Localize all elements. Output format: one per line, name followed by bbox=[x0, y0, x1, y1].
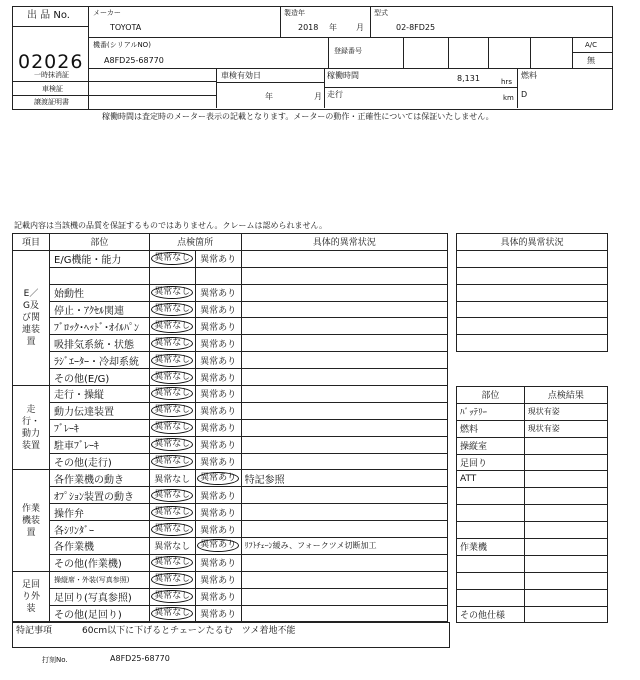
result-row bbox=[457, 606, 608, 623]
year-label: 製造年 bbox=[284, 9, 305, 17]
right-result-header: 点検結果 bbox=[524, 387, 607, 404]
abnormal-label: 異常あり bbox=[200, 508, 237, 519]
result-row bbox=[457, 572, 608, 589]
normal-cell[interactable] bbox=[149, 419, 195, 436]
category-work: 作業機装置 bbox=[13, 470, 50, 571]
fuel-label: 燃料 bbox=[521, 71, 537, 80]
ac-value: 無 bbox=[587, 56, 595, 65]
table-row bbox=[13, 470, 448, 487]
model-label: 型式 bbox=[374, 9, 388, 17]
maker-value: TOYOTA bbox=[110, 23, 142, 32]
abnormal-cell[interactable] bbox=[195, 335, 241, 352]
part-cell: その他(足回り) bbox=[50, 605, 150, 622]
result-value bbox=[524, 539, 607, 556]
category-drive: 走行・動力装置 bbox=[13, 386, 50, 470]
expiry-year-unit: 年 bbox=[265, 92, 273, 101]
normal-cell[interactable] bbox=[149, 453, 195, 470]
inspection-table bbox=[12, 233, 448, 622]
detail-cell bbox=[241, 318, 447, 335]
table-row bbox=[13, 605, 448, 622]
abnormal-label: 異常あり bbox=[200, 255, 237, 266]
normal-cell[interactable] bbox=[149, 335, 195, 352]
part-cell: E/G機能・能力 bbox=[50, 250, 150, 267]
detail-cell bbox=[241, 369, 447, 386]
normal-label: 異常なし bbox=[151, 506, 193, 519]
result-row bbox=[457, 522, 608, 539]
transfer-cert-label: 譲渡証明書 bbox=[34, 98, 69, 106]
ac-label: A/C bbox=[585, 41, 598, 49]
table-row bbox=[13, 250, 448, 267]
result-part bbox=[457, 555, 525, 572]
part-cell: その他(E/G) bbox=[50, 369, 150, 386]
result-row bbox=[457, 555, 608, 572]
table-row bbox=[13, 419, 448, 436]
remarks-value: 60cm以下に下げるとチェーンたるむ ツメ着地不能 bbox=[82, 626, 296, 636]
detail-cell bbox=[241, 284, 447, 301]
stamp-value: A8FD25-68770 bbox=[110, 654, 170, 663]
abnormal-label: 異常あり bbox=[200, 356, 237, 367]
abnormal-cell[interactable] bbox=[195, 588, 241, 605]
hours-note: 稼働時間は査定時のメーター表示の記載となります。メーターの動作・正確性については保証いたしません。 bbox=[102, 112, 494, 121]
abnormal-label: 異常あり bbox=[200, 593, 237, 604]
detail-cell bbox=[241, 504, 447, 521]
detail-cell bbox=[241, 301, 447, 318]
disclaimer-note: 記載内容は当該機の品質を保証するものではありません。クレームは認められません。 bbox=[14, 221, 327, 230]
result-part: ATT bbox=[457, 471, 525, 488]
result-part: 操縦室 bbox=[457, 437, 525, 454]
table-row bbox=[13, 588, 448, 605]
part-cell: 各作業機 bbox=[50, 538, 150, 555]
abnormal-cell[interactable] bbox=[195, 571, 241, 588]
normal-label: 異常なし bbox=[151, 438, 193, 451]
abnormal-label: 異常あり bbox=[200, 322, 237, 333]
result-part: その他仕様 bbox=[457, 606, 525, 623]
detail-cell bbox=[241, 250, 447, 267]
table-row bbox=[13, 335, 448, 352]
normal-cell[interactable] bbox=[149, 571, 195, 588]
result-row bbox=[457, 471, 608, 488]
result-part: 作業機 bbox=[457, 539, 525, 556]
normal-label: 異常なし bbox=[151, 404, 193, 417]
result-part bbox=[457, 572, 525, 589]
abnormal-label: 異常あり bbox=[200, 390, 237, 401]
part-cell: ﾌﾞﾛｯｸ･ﾍｯﾄﾞ･ｵｲﾙﾊﾟﾝ bbox=[50, 318, 150, 335]
part-cell: ｵﾌﾟｼｮﾝ装置の動き bbox=[50, 487, 150, 504]
normal-cell[interactable] bbox=[149, 487, 195, 504]
category-exterior: 足回り外装 bbox=[13, 571, 50, 622]
table-row bbox=[13, 554, 448, 571]
category-engine: E／G及び関連装置 bbox=[13, 250, 50, 385]
result-row bbox=[457, 437, 608, 454]
normal-cell[interactable] bbox=[149, 386, 195, 403]
detail-cell bbox=[241, 571, 447, 588]
detail-cell: ﾘﾌﾄﾁｪｰﾝ緩み、フォークツメ切断加工 bbox=[241, 538, 447, 555]
result-value bbox=[524, 488, 607, 505]
normal-label: 異常なし bbox=[151, 337, 193, 350]
item-header: 項目 bbox=[13, 234, 50, 251]
part-cell: 各ｼﾘﾝﾀﾞｰ bbox=[50, 521, 150, 538]
abnormal-label: 異常あり bbox=[197, 472, 239, 485]
detail-cell bbox=[241, 352, 447, 369]
result-value bbox=[524, 454, 607, 471]
abnormal-cell[interactable] bbox=[195, 267, 241, 284]
normal-label: 異常なし bbox=[151, 421, 193, 434]
result-value bbox=[524, 589, 607, 606]
right-detail-row bbox=[457, 284, 608, 301]
abnormal-cell[interactable] bbox=[195, 318, 241, 335]
abnormal-label: 異常あり bbox=[200, 407, 237, 418]
table-row bbox=[13, 301, 448, 318]
table-row bbox=[13, 284, 448, 301]
result-value bbox=[524, 606, 607, 623]
right-detail-table bbox=[456, 233, 608, 352]
year-value: 2018 bbox=[298, 23, 319, 32]
normal-cell[interactable] bbox=[149, 470, 195, 487]
maker-label: メーカー bbox=[93, 9, 121, 17]
abnormal-cell[interactable] bbox=[195, 453, 241, 470]
normal-label: 異常なし bbox=[151, 387, 193, 400]
part-cell: 吸排気系統・状態 bbox=[50, 335, 150, 352]
abnormal-label: 異常あり bbox=[200, 441, 237, 452]
part-cell: 操縦席・外装(写真参照) bbox=[50, 571, 150, 588]
expiry-month-unit: 月 bbox=[314, 92, 322, 101]
result-part bbox=[457, 522, 525, 539]
normal-cell[interactable] bbox=[149, 318, 195, 335]
year-unit: 年 bbox=[329, 23, 337, 32]
abnormal-cell[interactable] bbox=[195, 386, 241, 403]
normal-label: 異常なし bbox=[151, 556, 193, 569]
detail-header: 具体的異常状況 bbox=[241, 234, 447, 251]
detail-cell bbox=[241, 605, 447, 622]
normal-label: 異常なし bbox=[151, 607, 193, 620]
abnormal-cell[interactable] bbox=[195, 402, 241, 419]
part-cell: その他(作業機) bbox=[50, 554, 150, 571]
abnormal-label: 異常あり bbox=[200, 458, 237, 469]
result-row bbox=[457, 488, 608, 505]
table-row bbox=[13, 487, 448, 504]
result-part: 燃料 bbox=[457, 420, 525, 437]
model-value: 02-8FD25 bbox=[396, 23, 436, 32]
normal-label: 異常なし bbox=[154, 542, 191, 553]
part-cell: 駐車ﾌﾞﾚｰｷ bbox=[50, 436, 150, 453]
abnormal-cell[interactable] bbox=[195, 521, 241, 538]
table-row bbox=[13, 402, 448, 419]
right-detail-row bbox=[457, 335, 608, 352]
detail-cell bbox=[241, 436, 447, 453]
stamp-label: 打刻No. bbox=[42, 656, 68, 664]
part-cell: 各作業機の動き bbox=[50, 470, 150, 487]
abnormal-label: 異常あり bbox=[200, 289, 237, 300]
abnormal-label: 異常あり bbox=[200, 491, 237, 502]
registration-label: 登録番号 bbox=[334, 47, 362, 55]
inspection-cert-label: 車検証 bbox=[42, 85, 63, 93]
part-cell bbox=[50, 267, 150, 284]
abnormal-label: 異常あり bbox=[200, 339, 237, 350]
result-value bbox=[524, 437, 607, 454]
result-part: 足回り bbox=[457, 454, 525, 471]
right-detail-row bbox=[457, 301, 608, 318]
serial-value: A8FD25-68770 bbox=[104, 56, 164, 65]
table-row bbox=[13, 352, 448, 369]
result-part bbox=[457, 505, 525, 522]
result-value bbox=[524, 471, 607, 488]
normal-cell[interactable] bbox=[149, 521, 195, 538]
right-detail-row bbox=[457, 318, 608, 335]
detail-cell bbox=[241, 402, 447, 419]
normal-cell[interactable] bbox=[149, 605, 195, 622]
normal-cell[interactable] bbox=[149, 504, 195, 521]
table-row bbox=[13, 436, 448, 453]
abnormal-label: 異常あり bbox=[200, 373, 237, 384]
normal-label: 異常なし bbox=[151, 371, 193, 384]
table-row bbox=[13, 453, 448, 470]
normal-label: 異常なし bbox=[151, 354, 193, 367]
table-row bbox=[13, 571, 448, 588]
detail-cell bbox=[241, 554, 447, 571]
right-result-table bbox=[456, 386, 608, 623]
table-row bbox=[13, 318, 448, 335]
abnormal-label: 異常あり bbox=[197, 539, 239, 552]
normal-label: 異常なし bbox=[151, 590, 193, 603]
result-value: 現状有姿 bbox=[524, 403, 607, 420]
month-unit: 月 bbox=[356, 23, 364, 32]
table-row bbox=[13, 369, 448, 386]
inspection-expiry-label: 車検有効日 bbox=[221, 71, 261, 80]
normal-label: 異常なし bbox=[151, 320, 193, 333]
lot-label: 出 品 No. bbox=[27, 10, 70, 21]
abnormal-cell[interactable] bbox=[195, 369, 241, 386]
part-cell: 始動性 bbox=[50, 284, 150, 301]
normal-cell[interactable] bbox=[149, 554, 195, 571]
detail-cell bbox=[241, 487, 447, 504]
table-row bbox=[13, 538, 448, 555]
abnormal-cell[interactable] bbox=[195, 470, 241, 487]
normal-label: 異常なし bbox=[151, 303, 193, 316]
part-cell: 動力伝達装置 bbox=[50, 402, 150, 419]
result-value bbox=[524, 555, 607, 572]
result-row bbox=[457, 505, 608, 522]
normal-label: 異常なし bbox=[154, 474, 191, 485]
part-cell: 操作弁 bbox=[50, 504, 150, 521]
remarks-label: 特記事項 bbox=[16, 626, 53, 636]
operating-hours-label: 稼働時間 bbox=[327, 71, 359, 80]
check-header: 点検箇所 bbox=[149, 234, 241, 251]
table-row bbox=[13, 504, 448, 521]
serial-label: 機番(シリアルNO) bbox=[93, 41, 151, 49]
detail-cell: 特記参照 bbox=[241, 470, 447, 487]
normal-label: 異常なし bbox=[151, 573, 193, 586]
normal-cell[interactable] bbox=[149, 402, 195, 419]
temp-registration-label: 一時抹消証 bbox=[34, 71, 69, 79]
result-part bbox=[457, 589, 525, 606]
normal-cell[interactable] bbox=[149, 250, 195, 267]
table-row bbox=[13, 521, 448, 538]
result-value bbox=[524, 572, 607, 589]
abnormal-cell[interactable] bbox=[195, 487, 241, 504]
fuel-value: D bbox=[521, 90, 528, 99]
abnormal-cell[interactable] bbox=[195, 284, 241, 301]
abnormal-cell[interactable] bbox=[195, 250, 241, 267]
result-value bbox=[524, 522, 607, 539]
result-row bbox=[457, 420, 608, 437]
abnormal-cell[interactable] bbox=[195, 538, 241, 555]
abnormal-cell[interactable] bbox=[195, 419, 241, 436]
normal-label: 異常なし bbox=[151, 455, 193, 468]
abnormal-label: 異常あり bbox=[200, 306, 237, 316]
mileage-label: 走行 bbox=[327, 90, 343, 99]
part-cell: ﾌﾞﾚｰｷ bbox=[50, 419, 150, 436]
lot-number: 02026 bbox=[18, 51, 84, 73]
result-value bbox=[524, 505, 607, 522]
detail-cell bbox=[241, 453, 447, 470]
normal-cell[interactable] bbox=[149, 436, 195, 453]
part-header: 部位 bbox=[50, 234, 150, 251]
abnormal-cell[interactable] bbox=[195, 352, 241, 369]
right-part-header: 部位 bbox=[457, 387, 525, 404]
normal-cell[interactable] bbox=[149, 352, 195, 369]
normal-label: 異常なし bbox=[151, 489, 193, 502]
detail-cell bbox=[241, 521, 447, 538]
result-row bbox=[457, 539, 608, 556]
result-value: 現状有姿 bbox=[524, 420, 607, 437]
hours-unit: hrs bbox=[501, 78, 512, 86]
result-row bbox=[457, 403, 608, 420]
right-detail-row bbox=[457, 250, 608, 267]
table-row bbox=[13, 267, 448, 284]
right-detail-header: 具体的異常状況 bbox=[457, 234, 608, 251]
abnormal-label: 異常あり bbox=[200, 559, 237, 570]
part-cell: 足回り(写真参照) bbox=[50, 588, 150, 605]
hours-value: 8,131 bbox=[457, 74, 480, 83]
abnormal-label: 異常あり bbox=[200, 525, 237, 536]
normal-cell[interactable] bbox=[149, 588, 195, 605]
abnormal-cell[interactable] bbox=[195, 436, 241, 453]
table-row bbox=[13, 386, 448, 403]
abnormal-cell[interactable] bbox=[195, 504, 241, 521]
part-cell: 走行・操縦 bbox=[50, 386, 150, 403]
normal-cell[interactable] bbox=[149, 284, 195, 301]
normal-label: 異常なし bbox=[151, 523, 193, 536]
detail-cell bbox=[241, 588, 447, 605]
part-cell: 停止・ｱｸｾﾙ関連 bbox=[50, 301, 150, 318]
detail-cell bbox=[241, 267, 447, 284]
abnormal-cell[interactable] bbox=[195, 554, 241, 571]
result-part: ﾊﾞｯﾃﾘｰ bbox=[457, 403, 525, 420]
normal-cell[interactable] bbox=[149, 369, 195, 386]
detail-cell bbox=[241, 386, 447, 403]
normal-cell[interactable] bbox=[149, 301, 195, 318]
part-cell: ﾗｼﾞｴｰﾀｰ・冷却系統 bbox=[50, 352, 150, 369]
result-row bbox=[457, 454, 608, 471]
normal-label: 異常なし bbox=[151, 286, 193, 299]
normal-cell[interactable] bbox=[149, 538, 195, 555]
detail-cell bbox=[241, 335, 447, 352]
abnormal-cell[interactable] bbox=[195, 301, 241, 318]
normal-label: 異常なし bbox=[151, 252, 193, 265]
abnormal-label: 異常あり bbox=[200, 424, 237, 435]
abnormal-label: 異常あり bbox=[200, 576, 237, 587]
abnormal-label: 異常あり bbox=[200, 610, 237, 621]
abnormal-cell[interactable] bbox=[195, 605, 241, 622]
result-row bbox=[457, 589, 608, 606]
result-part bbox=[457, 488, 525, 505]
right-detail-row bbox=[457, 267, 608, 284]
km-unit: km bbox=[503, 94, 514, 102]
detail-cell bbox=[241, 419, 447, 436]
normal-cell[interactable] bbox=[149, 267, 195, 284]
part-cell: その他(走行) bbox=[50, 453, 150, 470]
